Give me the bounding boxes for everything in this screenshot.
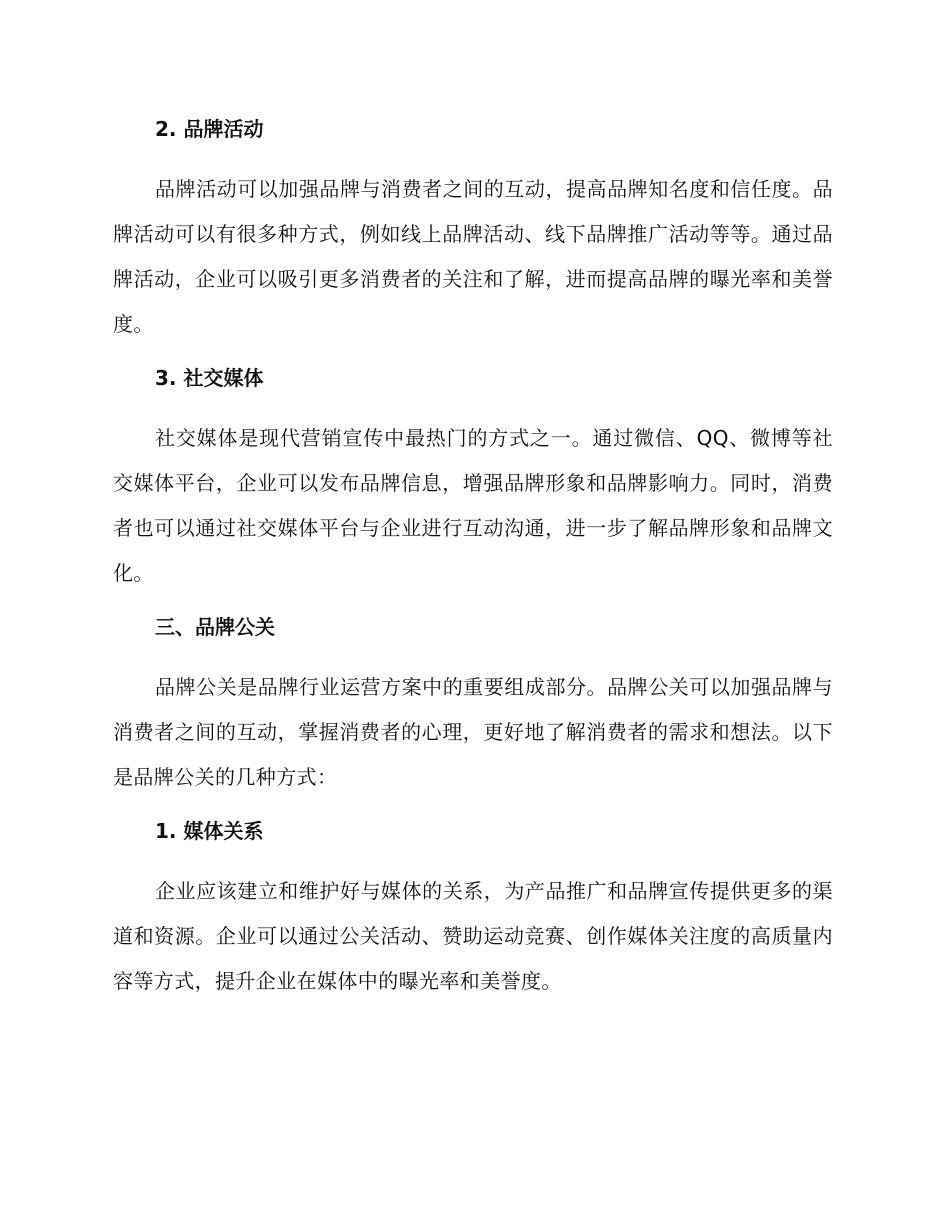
section-heading-brand-pr: 三、品牌公关 [155, 615, 275, 639]
section-paragraph-social-media: 社交媒体是现代营销宣传中最热门的方式之一。通过微信、QQ、微博等社交媒体平台，企业可以发布品牌信息，增强品牌形象和品牌影响力。同时，消费者也可以通过社交媒体平台与企业进行互动沟通，进一步了解品牌形象和品牌文化。 [113, 426, 833, 585]
section-heading-media-relations: 1. 媒体关系 [155, 819, 264, 843]
section-paragraph-media-relations: 企业应该建立和维护好与媒体的关系，为产品推广和品牌宣传提供更多的渠道和资源。企业可以通过公关活动、赞助运动竞赛、创作媒体关注度的高质量内容等方式，提升企业在媒体中的曝光率和美誉度。 [113, 879, 833, 993]
section-paragraph-brand-pr: 品牌公关是品牌行业运营方案中的重要组成部分。品牌公关可以加强品牌与消费者之间的互动，掌握消费者的心理，更好地了解消费者的需求和想法。以下是品牌公关的几种方式： [113, 675, 833, 789]
section-heading-brand-activities: 2. 品牌活动 [155, 117, 264, 141]
section-heading-social-media: 3. 社交媒体 [155, 366, 264, 390]
document-body [113, 112, 833, 1004]
section-paragraph-brand-activities: 品牌活动可以加强品牌与消费者之间的互动，提高品牌知名度和信任度。品牌活动可以有很多种方式，例如线上品牌活动、线下品牌推广活动等等。通过品牌活动，企业可以吸引更多消费者的关注和了解，进而提高品牌的曝光率和美誉度。 [113, 177, 833, 336]
